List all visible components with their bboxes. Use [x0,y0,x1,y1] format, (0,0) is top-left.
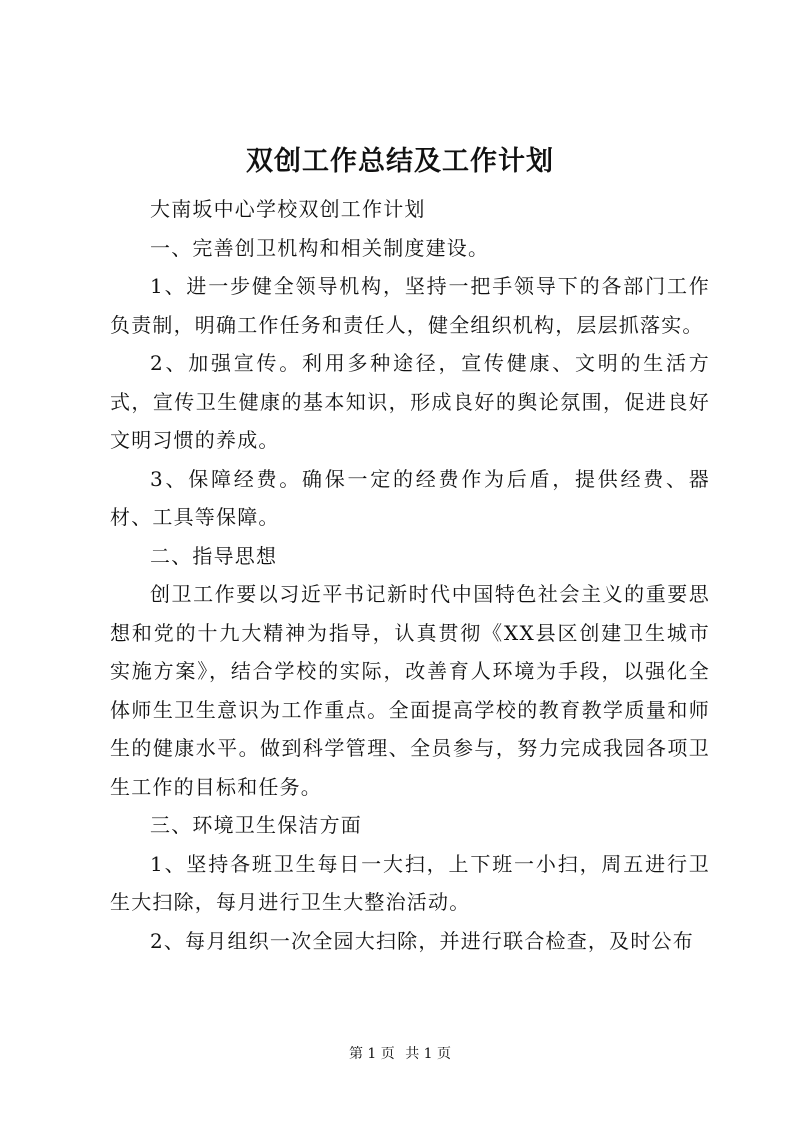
section-one-heading: 一、完善创卫机构和相关制度建设。 [150,235,490,260]
section-three-heading: 三、环境卫生保洁方面 [150,813,362,837]
document-title: 双创工作总结及工作计划 [246,146,554,177]
paragraph-publicity: 2、加强宣传。利用多种途径，宣传健康、文明的生活方式，宣传卫生健康的基本知识，形成良好的舆论氛围，促进良好文明习惯的养成。 [110,351,710,452]
paragraph-leadership: 1、进一步健全领导机构，坚持一把手领导下的各部门工作负责制，明确工作任务和责任人，健全组织机构，层层抓落实。 [110,274,710,337]
paragraph-funding: 3、保障经费。确保一定的经费作为后盾，提供经费、器材、工具等保障。 [110,466,710,529]
total-pages: 共 1 页 [405,1046,452,1062]
page-footer [0,1044,800,1064]
paragraph-guiding-thought: 创卫工作要以习近平书记新时代中国特色社会主义的重要思想和党的十九大精神为指导，认真贯彻《XX县区创建卫生城市实施方案》，结合学校的实际，改善育人环境为手段，以强化全体师生卫生意识为工作重点。全面提高学校的教育教学质量和师生的健康水平。做到科学管理、全员参与，努力完成我园各项卫生工作的目标和任务。 [110,582,710,799]
paragraph-monthly-inspection: 2、每月组织一次全园大扫除，并进行联合检查，及时公布 [150,928,694,953]
section-two-heading: 二、指导思想 [150,543,278,568]
document-body [110,190,710,960]
paragraph-cleaning-routine: 1、坚持各班卫生每日一大扫，上下班一小扫，周五进行卫生大扫除，每月进行卫生大整治活动。 [110,851,710,914]
page-number: 第 1 页 [348,1046,395,1062]
school-plan-heading: 大南坂中心学校双创工作计划 [150,197,426,221]
